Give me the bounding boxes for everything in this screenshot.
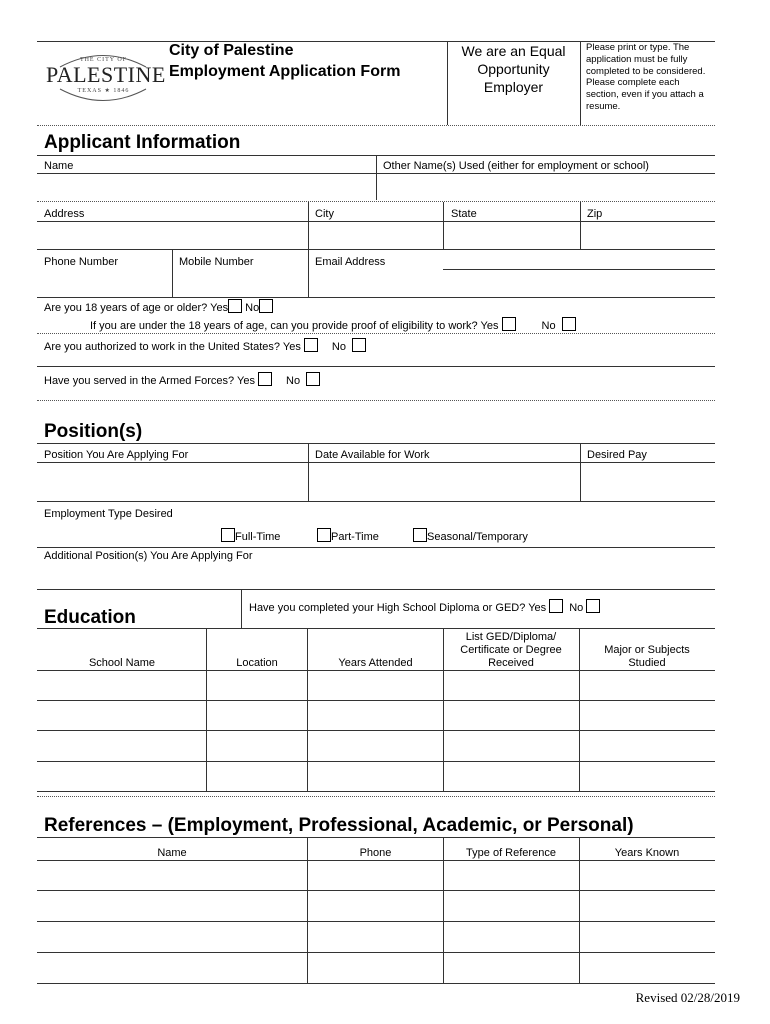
address-field[interactable] [38, 222, 307, 248]
authorized-question-text: Are you authorized to work in the United States? [44, 341, 281, 353]
phone-label: Phone Number [44, 256, 118, 268]
authorized-question: Are you authorized to work in the United States? Yes No [44, 338, 366, 353]
city-logo: THE CITY OF PALESTINE TEXAS ★ 1846 [46, 50, 161, 106]
additional-positions-field[interactable] [38, 564, 714, 588]
city-label: City [315, 208, 334, 220]
seasonal-checkbox[interactable] [413, 528, 427, 542]
edu-col-location: Location [236, 657, 278, 669]
logo-year: 1846 [113, 88, 130, 94]
logo-name: PALESTINE [46, 62, 166, 87]
edu-col-school-name: School Name [88, 657, 156, 669]
zip-label: Zip [587, 208, 603, 220]
position-label: Position You Are Applying For [44, 449, 189, 461]
date-available-label: Date Available for Work [315, 449, 430, 461]
proof-yes-checkbox[interactable] [502, 317, 516, 331]
proof-no-checkbox[interactable] [562, 317, 576, 331]
name-label: Name [44, 160, 74, 172]
phone-field[interactable] [38, 270, 171, 296]
edu-col-years-attended: Years Attended [338, 657, 413, 669]
diploma-question: Have you completed your High School Diploma or GED? Yes No [249, 599, 600, 614]
education-row[interactable] [38, 731, 714, 760]
diploma-no-checkbox[interactable] [586, 599, 600, 613]
email-label: Email Address [315, 256, 386, 268]
mobile-field[interactable] [173, 270, 307, 296]
applicant-section-title: Applicant Information [44, 132, 241, 153]
name-field[interactable] [38, 174, 375, 200]
diploma-question-text: Have you completed your High School Diploma or GED? [249, 602, 526, 614]
logo-top-text: THE CITY OF [79, 57, 128, 63]
authorized-no-checkbox[interactable] [352, 338, 366, 352]
address-label: Address [44, 208, 85, 220]
edu-col-degree: List GED/Diploma/ Certificate or Degree Received [460, 631, 562, 669]
full-time-option: Full-Time [221, 528, 280, 543]
reference-row[interactable] [38, 922, 714, 951]
ref-col-phone: Phone [359, 847, 392, 859]
armed-forces-question: Have you served in the Armed Forces? Yes No [44, 372, 320, 387]
state-field[interactable] [444, 222, 579, 248]
desired-pay-field[interactable] [581, 463, 714, 500]
seasonal-option: Seasonal/Temporary [413, 528, 528, 543]
logo-state: TEXAS [77, 88, 102, 94]
city-field[interactable] [309, 222, 442, 248]
revised-date: Revised 02/28/2019 [635, 990, 740, 1005]
instructions-text: Please print or type. The application must be fully completed to be considered. Please complete each section, even if you attach a resume. [586, 42, 706, 112]
mobile-label: Mobile Number [179, 256, 254, 268]
ref-col-years-known: Years Known [614, 847, 680, 859]
age-no-checkbox[interactable] [259, 299, 273, 313]
authorized-yes-checkbox[interactable] [304, 338, 318, 352]
age-question: Are you 18 years of age or older? Yes No [44, 299, 273, 314]
education-row[interactable] [38, 762, 714, 790]
proof-question: If you are under the 18 years of age, can you provide proof of eligibility to work? Yes No [90, 317, 576, 332]
positions-section-title: Position(s) [44, 421, 143, 442]
form-title: Employment Application Form [169, 63, 401, 80]
state-label: State [451, 208, 477, 220]
other-names-label: Other Name(s) Used (either for employment or school) [383, 160, 649, 172]
full-time-checkbox[interactable] [221, 528, 235, 542]
armed-forces-no-checkbox[interactable] [306, 372, 320, 386]
zip-field[interactable] [581, 222, 714, 248]
education-row[interactable] [38, 701, 714, 729]
email-field[interactable] [309, 270, 714, 296]
proof-question-text: If you are under the 18 years of age, can you provide proof of eligibility to work? [90, 320, 478, 332]
city-title: City of Palestine [169, 42, 294, 59]
reference-row[interactable] [38, 891, 714, 920]
employment-type-label: Employment Type Desired [44, 508, 173, 520]
age-question-text: Are you 18 years of age or older? [44, 302, 208, 314]
reference-row[interactable] [38, 861, 714, 889]
education-row[interactable] [38, 671, 714, 699]
date-available-field[interactable] [309, 463, 579, 500]
references-section-title: References – (Employment, Professional, Academic, or Personal) [44, 815, 634, 836]
diploma-yes-checkbox[interactable] [549, 599, 563, 613]
other-names-field[interactable] [377, 174, 714, 200]
reference-row[interactable] [38, 953, 714, 982]
equal-opportunity-text: We are an Equal Opportunity Employer [461, 43, 566, 95]
desired-pay-label: Desired Pay [587, 449, 647, 461]
ref-col-type: Type of Reference [466, 847, 556, 859]
age-yes-checkbox[interactable] [228, 299, 242, 313]
edu-col-major: Major or Subjects Studied [604, 644, 690, 669]
part-time-checkbox[interactable] [317, 528, 331, 542]
ref-col-name: Name [157, 847, 187, 859]
armed-forces-yes-checkbox[interactable] [258, 372, 272, 386]
additional-positions-label: Additional Position(s) You Are Applying For [44, 550, 253, 562]
education-section-title: Education [44, 607, 136, 628]
armed-forces-question-text: Have you served in the Armed Forces? [44, 375, 235, 387]
position-field[interactable] [38, 463, 307, 500]
part-time-option: Part-Time [317, 528, 379, 543]
